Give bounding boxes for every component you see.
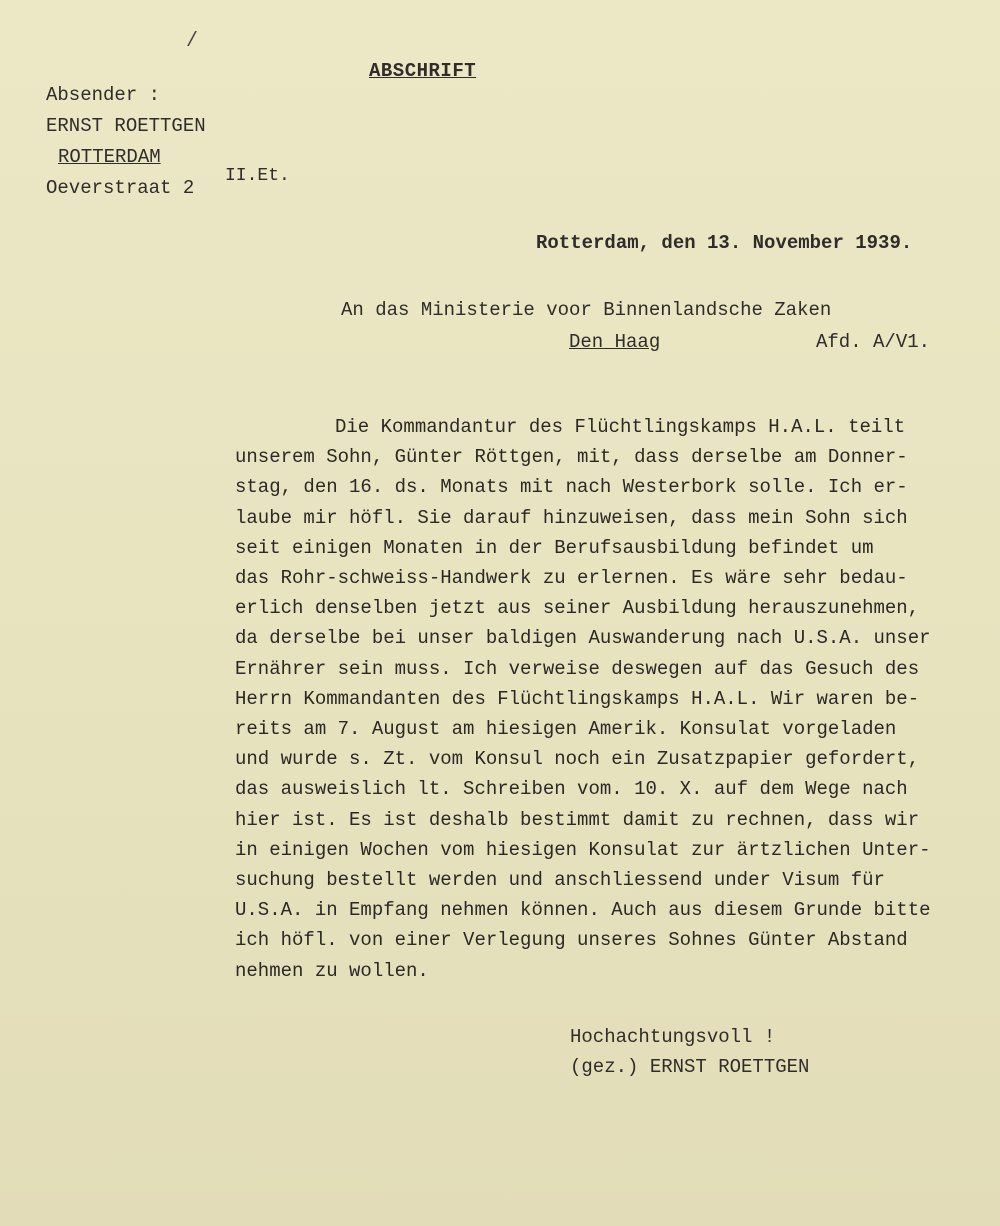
recipient-line: An das Ministerie voor Binnenlandsche Zaken [341, 299, 832, 321]
sender-street: Oeverstraat 2 [46, 177, 195, 199]
closing-greeting: Hochachtungsvoll ! [570, 1026, 776, 1048]
body-line: suchung bestellt werden und anschliessend under Visum für [235, 869, 885, 892]
body-line: seit einigen Monaten in der Berufsausbildung befindet um [235, 536, 874, 559]
body-line: da derselbe bei unser baldigen Auswanderung nach U.S.A. unser [235, 627, 931, 650]
closing-block [570, 1022, 809, 1082]
date-line: Rotterdam, den 13. November 1939. [536, 232, 913, 254]
recipient-block [341, 294, 931, 358]
body-line: U.S.A. in Empfang nehmen können. Auch aus diesem Grunde bitte [235, 899, 931, 922]
closing-signature: (gez.) ERNST ROETTGEN [570, 1056, 810, 1078]
body-line: Die Kommandantur des Flüchtlingskamps H.A.L. teilt [335, 416, 906, 438]
body-line: in einigen Wochen vom hiesigen Konsulat zur ärtzlichen Unter- [235, 838, 931, 861]
body-line: laube mir höfl. Sie darauf hinzuweisen, dass mein Sohn sich [235, 506, 908, 529]
body-line: das Rohr-schweiss-Handwerk zu erlernen. Es wäre sehr bedau- [235, 567, 908, 590]
body-line: hier ist. Es ist deshalb bestimmt damit zu rechnen, dass wir [235, 808, 920, 831]
body-line: erlich denselben jetzt aus seiner Ausbildung herauszunehmen, [235, 597, 920, 620]
sender-city: ROTTERDAM [58, 146, 161, 168]
pencil-mark: / [186, 30, 199, 53]
letter-body [235, 412, 985, 986]
body-line: nehmen zu wollen. [235, 959, 429, 982]
body-line: reits am 7. August am hiesigen Amerik. Konsulat vorgeladen [235, 718, 897, 741]
body-line: unserem Sohn, Günter Röttgen, mit, dass derselbe am Donner- [235, 446, 908, 469]
body-line: das ausweislich lt. Schreiben vom. 10. X. auf dem Wege nach [235, 778, 908, 801]
recipient-city: Den Haag [569, 331, 661, 353]
sender-block [46, 80, 206, 204]
body-line: und wurde s. Zt. vom Konsul noch ein Zusatzpapier gefordert, [235, 748, 920, 771]
body-line: ich höfl. von einer Verlegung unseres Sohnes Günter Abstand [235, 929, 908, 952]
document-heading: ABSCHRIFT [369, 60, 477, 82]
recipient-row [341, 326, 931, 358]
body-line: Herrn Kommandanten des Flüchtlingskamps H.A.L. Wir waren be- [235, 687, 920, 710]
recipient-department: Afd. A/V1. [816, 331, 931, 353]
body-line: stag, den 16. ds. Monats mit nach Westerbork solle. Ich er- [235, 476, 908, 499]
sender-name: ERNST ROETTGEN [46, 115, 206, 137]
sender-label: Absender : [46, 84, 161, 106]
sender-floor: II.Et. [225, 166, 290, 186]
body-line: Ernährer sein muss. Ich verweise deswegen auf das Gesuch des [235, 657, 920, 680]
